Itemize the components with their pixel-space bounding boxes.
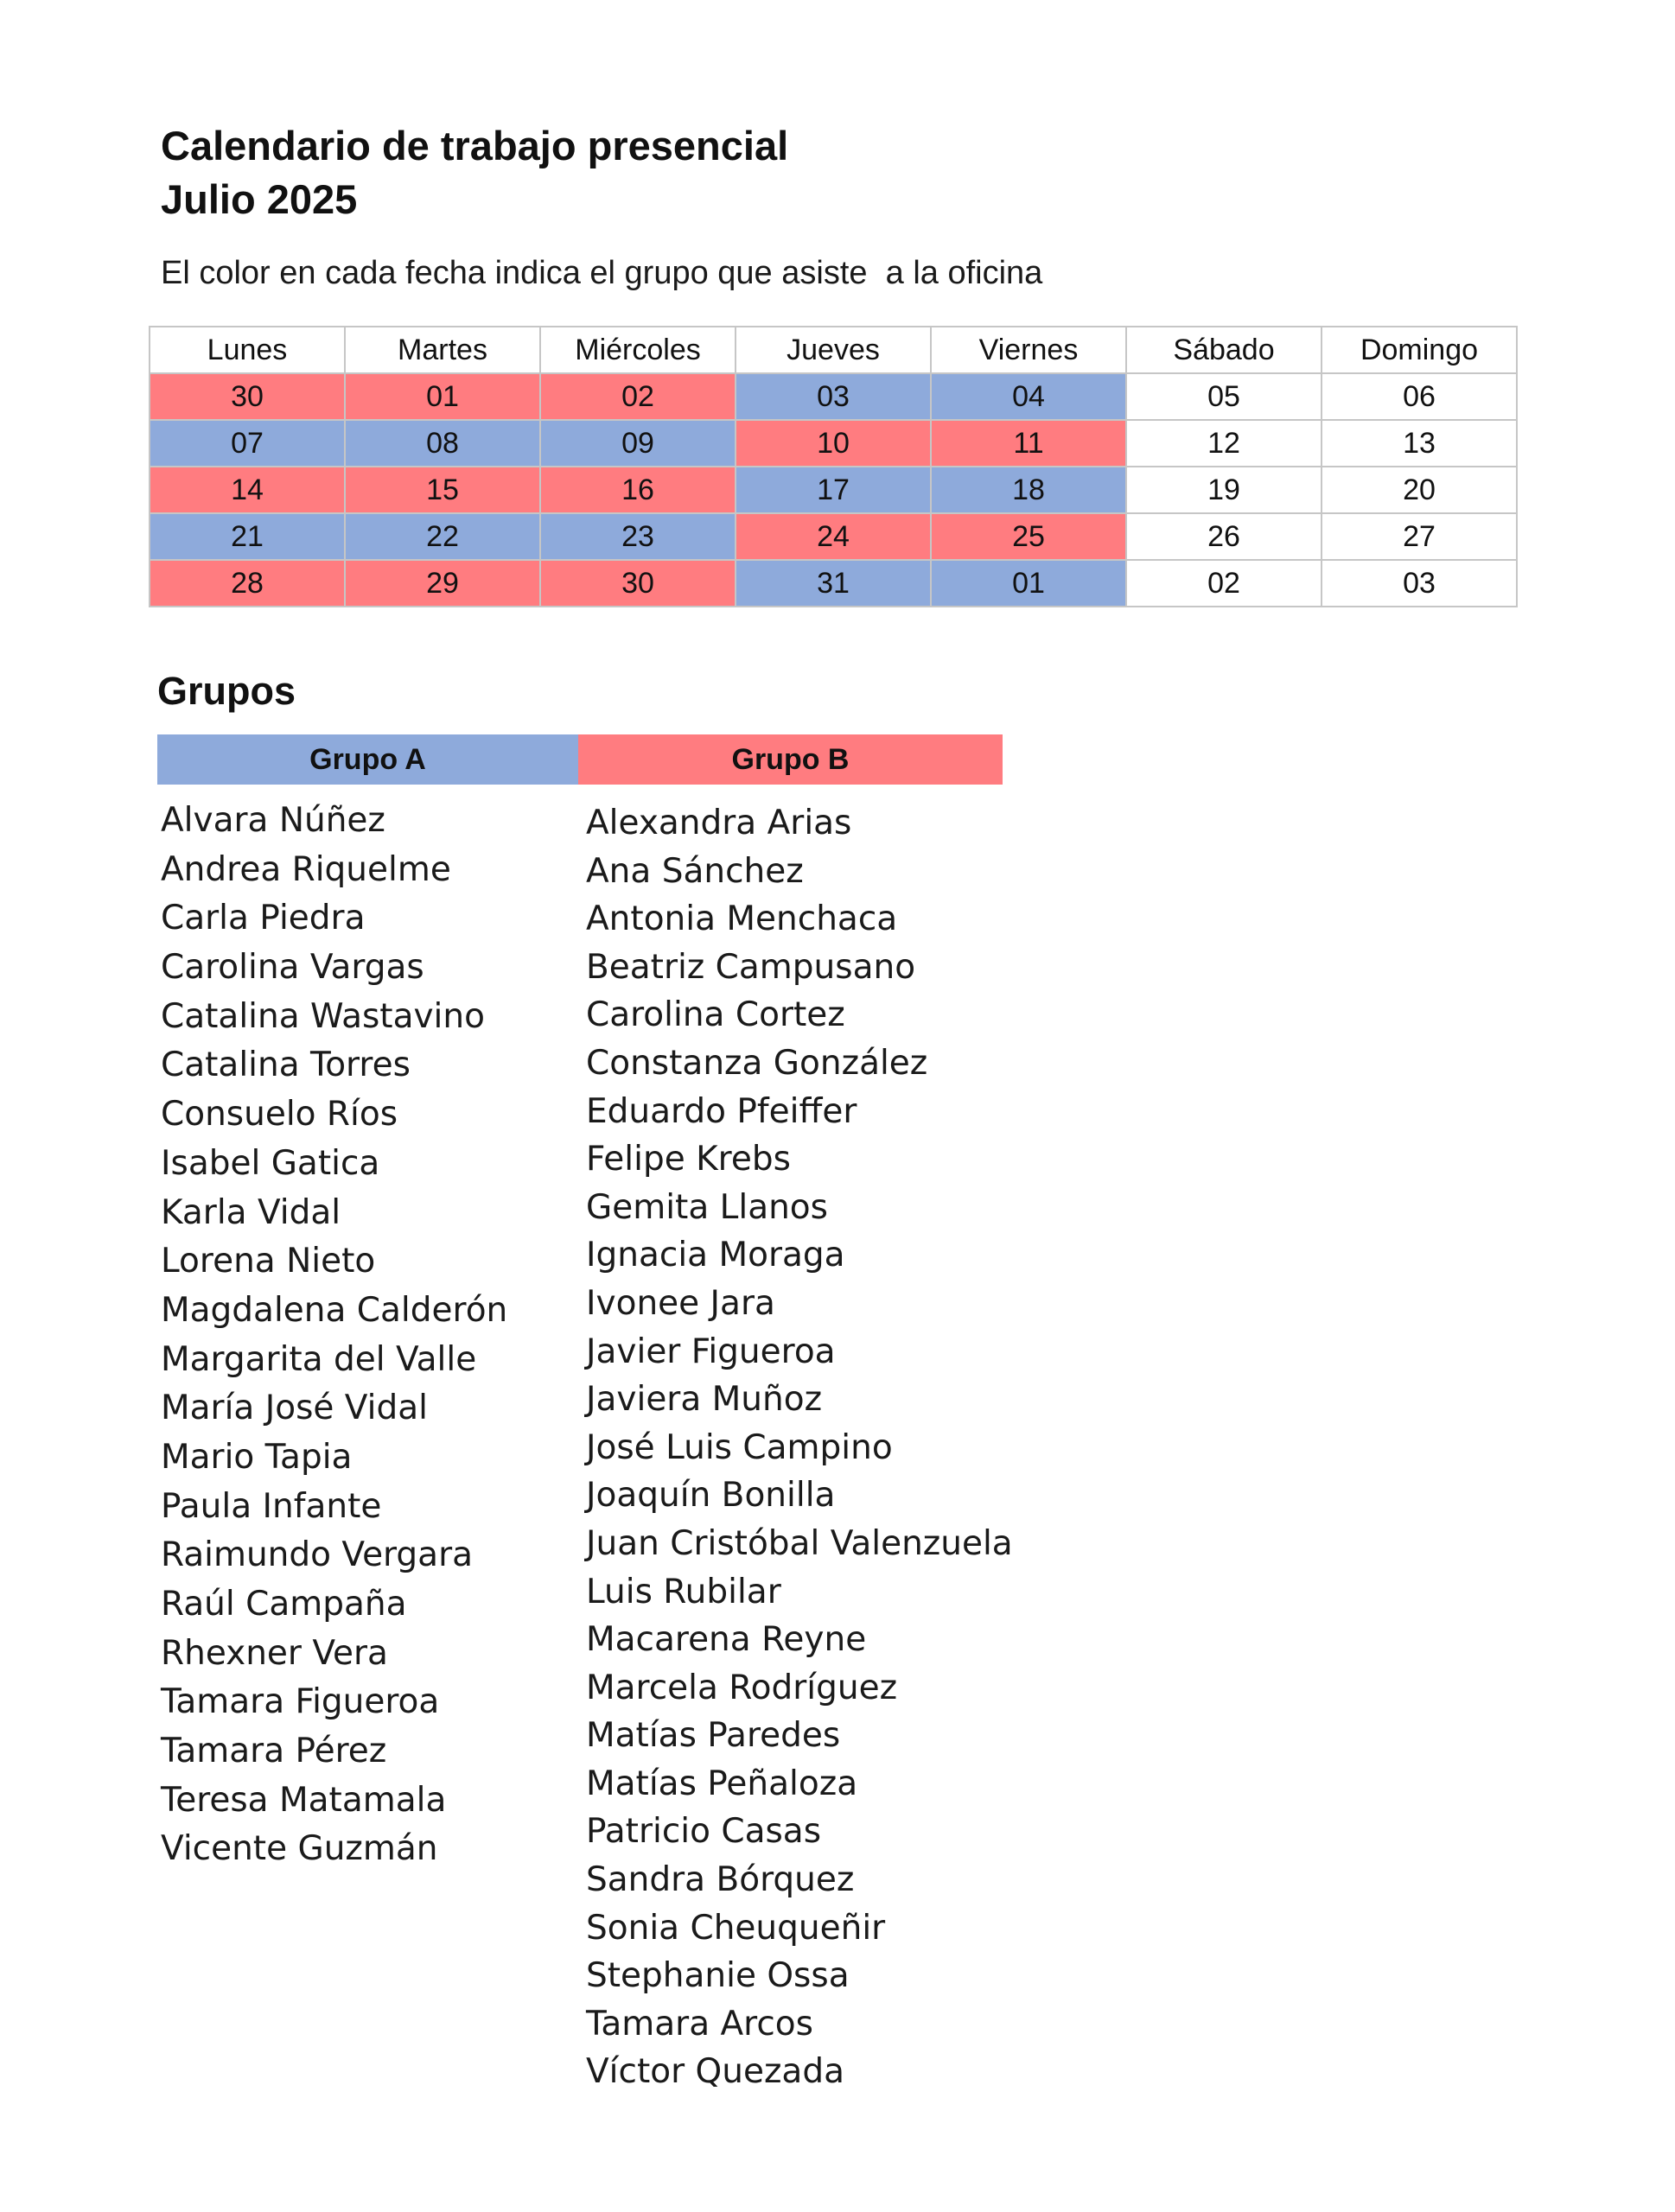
group-b-member-list [586,799,1013,2096]
calendar-week-row [150,467,1517,513]
calendar-date-cell: 16 [540,467,736,513]
group-b-member: Joaquín Bonilla [586,1476,836,1516]
calendar-date-cell: 03 [1322,560,1517,607]
group-b-member: José Luis Campino [586,1427,893,1467]
calendar-date-cell: 18 [931,467,1126,513]
calendar-table [149,326,1518,607]
group-a-member: Andrea Riquelme [161,849,451,889]
calendar-date-cell: 03 [736,373,931,420]
group-a-member: Margarita del Valle [161,1339,477,1379]
day-header-domingo: Domingo [1322,327,1517,373]
day-header-sabado: Sábado [1126,327,1322,373]
group-a-member: María José Vidal [161,1389,428,1428]
group-b-member: Macarena Reyne [586,1620,867,1660]
group-a-member: Consuelo Ríos [161,1095,398,1135]
group-a-member: Rhexner Vera [161,1633,388,1673]
calendar-date-cell: 31 [736,560,931,607]
group-a-member: Tamara Pérez [161,1732,387,1771]
group-b-member: Alexandra Arias [586,804,852,842]
group-b-member: Javier Figueroa [586,1332,836,1371]
group-b-member: Ana Sánchez [586,851,804,891]
calendar-date-cell: 23 [540,513,736,560]
title-line-2: Julio 2025 [161,176,358,222]
title-line-1: Calendario de trabajo presencial [161,123,789,168]
calendar-date-cell: 24 [736,513,931,560]
group-b-member: Sonia Cheuqueñir [586,1908,886,1948]
calendar-date-cell: 01 [931,560,1126,607]
group-b-member: Eduardo Pfeiffer [586,1091,857,1131]
calendar-date-cell: 09 [540,420,736,467]
group-a-member: Tamara Figueroa [161,1682,440,1722]
calendar-header-row [150,327,1517,373]
calendar-date-cell: 17 [736,467,931,513]
page-title [161,119,788,226]
calendar-date-cell: 04 [931,373,1126,420]
calendar-date-cell: 27 [1322,513,1517,560]
calendar-date-cell: 02 [540,373,736,420]
calendar-date-cell: 30 [150,373,345,420]
group-b-member: Ignacia Moraga [586,1236,845,1275]
group-b-member: Patricio Casas [586,1812,822,1852]
calendar-date-cell: 25 [931,513,1126,560]
group-a-member: Teresa Matamala [161,1780,447,1820]
group-a-member: Isabel Gatica [161,1143,380,1183]
group-b-member: Gemita Llanos [586,1187,828,1227]
day-header-lunes: Lunes [150,327,345,373]
group-b-member: Carolina Cortez [586,995,845,1035]
groups-heading: Grupos [157,669,296,713]
group-b-member: Tamara Arcos [586,2004,813,2044]
group-b-member: Ivonee Jara [586,1283,775,1323]
calendar-date-cell: 13 [1322,420,1517,467]
group-a-member: Lorena Nieto [161,1242,376,1281]
group-a-header: Grupo A [157,734,578,785]
calendar-date-cell: 28 [150,560,345,607]
group-a-member: Vicente Guzmán [161,1829,438,1869]
group-b-member: Constanza González [586,1043,928,1083]
calendar-date-cell: 14 [150,467,345,513]
group-b-member: Sandra Bórquez [586,1860,855,1900]
day-header-miercoles: Miércoles [540,327,736,373]
group-b-member: Antonia Menchaca [586,899,898,939]
calendar-date-cell: 12 [1126,420,1322,467]
day-header-viernes: Viernes [931,327,1126,373]
calendar-date-cell: 20 [1322,467,1517,513]
group-a-member: Alvara Núñez [161,801,385,840]
group-b-member: Luis Rubilar [586,1572,781,1611]
calendar-week-row [150,513,1517,560]
calendar-date-cell: 15 [345,467,540,513]
calendar-date-cell: 10 [736,420,931,467]
group-a-member: Catalina Torres [161,1046,411,1085]
calendar-date-cell: 19 [1126,467,1322,513]
calendar-week-row [150,420,1517,467]
group-a-member: Magdalena Calderón [161,1290,508,1330]
calendar-date-cell: 26 [1126,513,1322,560]
group-a-member: Catalina Wastavino [161,996,485,1036]
group-a-member: Mario Tapia [161,1437,353,1477]
page-subtitle: El color en cada fecha indica el grupo que asiste a la oficina [161,255,1043,291]
group-b-member: Beatriz Campusano [586,947,916,987]
group-b-member: Matías Paredes [586,1716,841,1756]
group-b-header: Grupo B [578,734,1003,785]
calendar-date-cell: 02 [1126,560,1322,607]
calendar-date-cell: 05 [1126,373,1322,420]
group-a-member: Raúl Campaña [161,1585,407,1624]
calendar-date-cell: 21 [150,513,345,560]
calendar-week-row [150,560,1517,607]
group-a-member: Carolina Vargas [161,948,424,988]
group-b-member: Felipe Krebs [586,1140,791,1179]
calendar-date-cell: 06 [1322,373,1517,420]
calendar-date-cell: 22 [345,513,540,560]
calendar-date-cell: 07 [150,420,345,467]
calendar-date-cell: 01 [345,373,540,420]
group-a-member: Paula Infante [161,1486,382,1526]
group-a-member-list [161,797,507,1874]
calendar-date-cell: 11 [931,420,1126,467]
day-header-jueves: Jueves [736,327,931,373]
calendar-date-cell: 30 [540,560,736,607]
group-b-member: Marcela Rodríguez [586,1668,898,1707]
group-b-member: Matías Peñaloza [586,1764,858,1803]
group-b-member: Javiera Muñoz [586,1380,823,1420]
group-b-member: Víctor Quezada [586,2052,844,2092]
day-header-martes: Martes [345,327,540,373]
group-a-member: Carla Piedra [161,899,366,938]
group-a-member: Karla Vidal [161,1192,341,1232]
calendar-week-row [150,373,1517,420]
group-b-member: Stephanie Ossa [586,1956,850,1996]
calendar-date-cell: 08 [345,420,540,467]
calendar-date-cell: 29 [345,560,540,607]
group-b-member: Juan Cristóbal Valenzuela [586,1523,1013,1563]
group-a-member: Raimundo Vergara [161,1535,473,1575]
